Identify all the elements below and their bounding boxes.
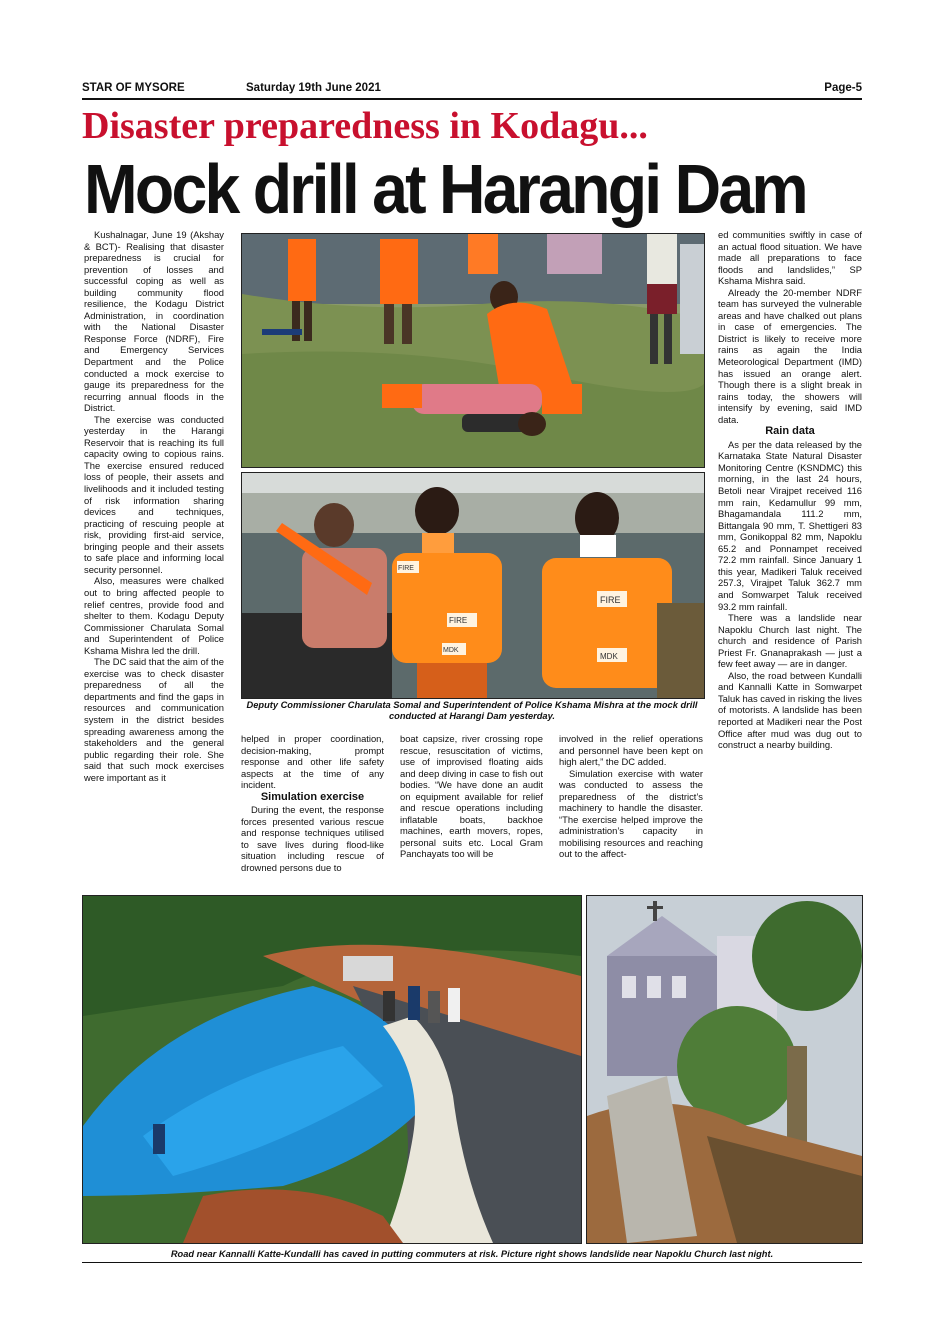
boat-drill-photo xyxy=(241,472,705,699)
paper-name: STAR OF MYSORE xyxy=(82,82,185,94)
paragraph: The exercise was conducted yesterday in the Harangi Reservoir that is reaching its full capacity owing to copious rains. The exercise ensured reduced loss of people, their assets and livelihoods and it included testing of risk information sharing devices and techniques, practicing of rescuing people at risk, providing first-aid service, bringing people and their assets to safe place and informing local security personnel. xyxy=(84,413,224,575)
jacket-label: FIRE xyxy=(398,565,414,572)
subhead: Rain data xyxy=(765,425,815,438)
cpr-drill-photo xyxy=(241,233,705,468)
paragraph: Kushalnagar, June 19 (Akshay & BCT)- Realising that disaster preparedness is crucial for prevention of losses and successful coping as well as building community flood resilience, the Kodagu District Administration, in coordination with the National Disaster Response Force (NDRF), Fire and Emergency Services Department and the Police conducted a mock exercise to gauge its preparedness for the recurring annual floods in the District. xyxy=(84,229,224,414)
jacket-label: MDK xyxy=(600,652,618,661)
subhead: Simulation exercise xyxy=(260,790,365,803)
paragraph: Also, the road between Kundalli and Kannalli Katte in Somwarpet Taluk has caved in risking the lives of motorists. A landslide has been reported at Madikeri near the Post Office after mud was dug out to construct a nearby building. xyxy=(718,669,862,751)
road-landslide-photo xyxy=(82,895,582,1244)
article-column-5 xyxy=(718,229,862,751)
jacket-label: FIRE xyxy=(449,616,468,625)
main-headline: Mock drill at Harangi Dam xyxy=(84,150,806,228)
landslide-photos-caption: Road near Kannalli Katte-Kundalli has caved in putting commuters at risk. Picture right shows landslide near Napoklu Church last night. xyxy=(170,1249,774,1259)
masthead xyxy=(82,82,862,98)
page-number: Page-5 xyxy=(824,82,862,94)
paragraph: Also, measures were chalked out to bring affected people to relief centres, provide food and shelter to them. Kodagu Deputy Commissioner Charulata Somal and Superintendent of Police Kshama Mishra led the drill. xyxy=(84,575,224,656)
article-column-3 xyxy=(400,733,543,860)
kicker-headline: Disaster preparedness in Kodagu... xyxy=(82,105,648,147)
bottom-rule xyxy=(82,1262,862,1263)
paragraph: There was a landslide near Napoklu Church last night. The church and residence of Parish Priest Fr. Gnanaprakash — just a few feet away — are in danger. xyxy=(718,612,862,670)
paragraph: boat capsize, river crossing rope rescue, resuscitation of victims, use of improvised floating aids and deep diving in case to fish out bodies. “We have done an audit on equipment available for relief and rescue operations including inflatable boats, backhoe machines, earth movers, ropes, personal suits etc. Local Gram Panchayats too will be xyxy=(400,733,543,860)
jacket-label: FIRE xyxy=(600,595,621,605)
paragraph: As per the data released by the Karnataka State Natural Disaster Monitoring Centre (KSNDMC) this morning, in the last 24 hours, Betoli near Virajpet received 116 mm rain, Kedamullur 99 mm, Bhagamandala 111.2 mm, Bittangala 90 mm, T. Shettigeri 83 mm, Gonikoppal 82 mm, Napoklu 65.2 and Ponnampet received 72.2 mm rainfall. Since January 1 this year, Madikeri Taluk received 257.3, Virajpet Taluk 362.7 mm and Somwarpet Taluk received 93.2 mm rainfall. xyxy=(718,438,862,612)
masthead-rule xyxy=(82,98,862,100)
paragraph: involved in the relief operations and personnel have been kept on high alert,” the DC added. xyxy=(559,733,703,768)
article-column-1 xyxy=(84,229,224,783)
paragraph: During the event, the response forces presented various rescue and response techniques utilised to save lives during flood-like situation including rescue of drowned persons due to xyxy=(241,804,384,874)
jacket-label: MDK xyxy=(443,647,459,654)
paragraph: helped in proper coordination, decision-making, prompt response and other life safety aspects at the time of any incident. xyxy=(241,733,384,791)
issue-date: Saturday 19th June 2021 xyxy=(246,82,381,94)
paragraph: The DC said that the aim of the exercise was to check disaster preparedness of all the departments and find the gaps in resources and communication system in the district besides spreading awareness among the stakeholders and the general public regarding their role. She said that such mock exercises were important as it xyxy=(84,656,224,783)
article-column-4 xyxy=(559,733,703,860)
paragraph: Already the 20-member NDRF team has surveyed the vulnerable areas and have chalked out plans in case of emergencies. The District is likely to receive more rains as again the India Meteorological Department (IMD) has issued an orange alert. Though there is a slight break in rains today, the showers will intensify by evening, said IMD data. xyxy=(718,286,862,425)
paragraph: ed communities swiftly in case of an actual flood situation. We have made all preparations to face floods and landslides,” SP Kshama Mishra said. xyxy=(718,229,862,287)
article-column-2 xyxy=(241,733,384,874)
drill-photo-caption: Deputy Commissioner Charulata Somal and Superintendent of Police Kshama Mishra at the mock drill conducted at Harangi Dam yesterday. xyxy=(246,700,698,721)
paragraph: Simulation exercise with water was conducted to assess the preparedness of the district’s machinery to handle the disaster. “The exercise helped improve the administration’s capacity in mobilising resources and reaching out to the affect- xyxy=(559,767,703,860)
church-landslide-photo xyxy=(586,895,863,1244)
